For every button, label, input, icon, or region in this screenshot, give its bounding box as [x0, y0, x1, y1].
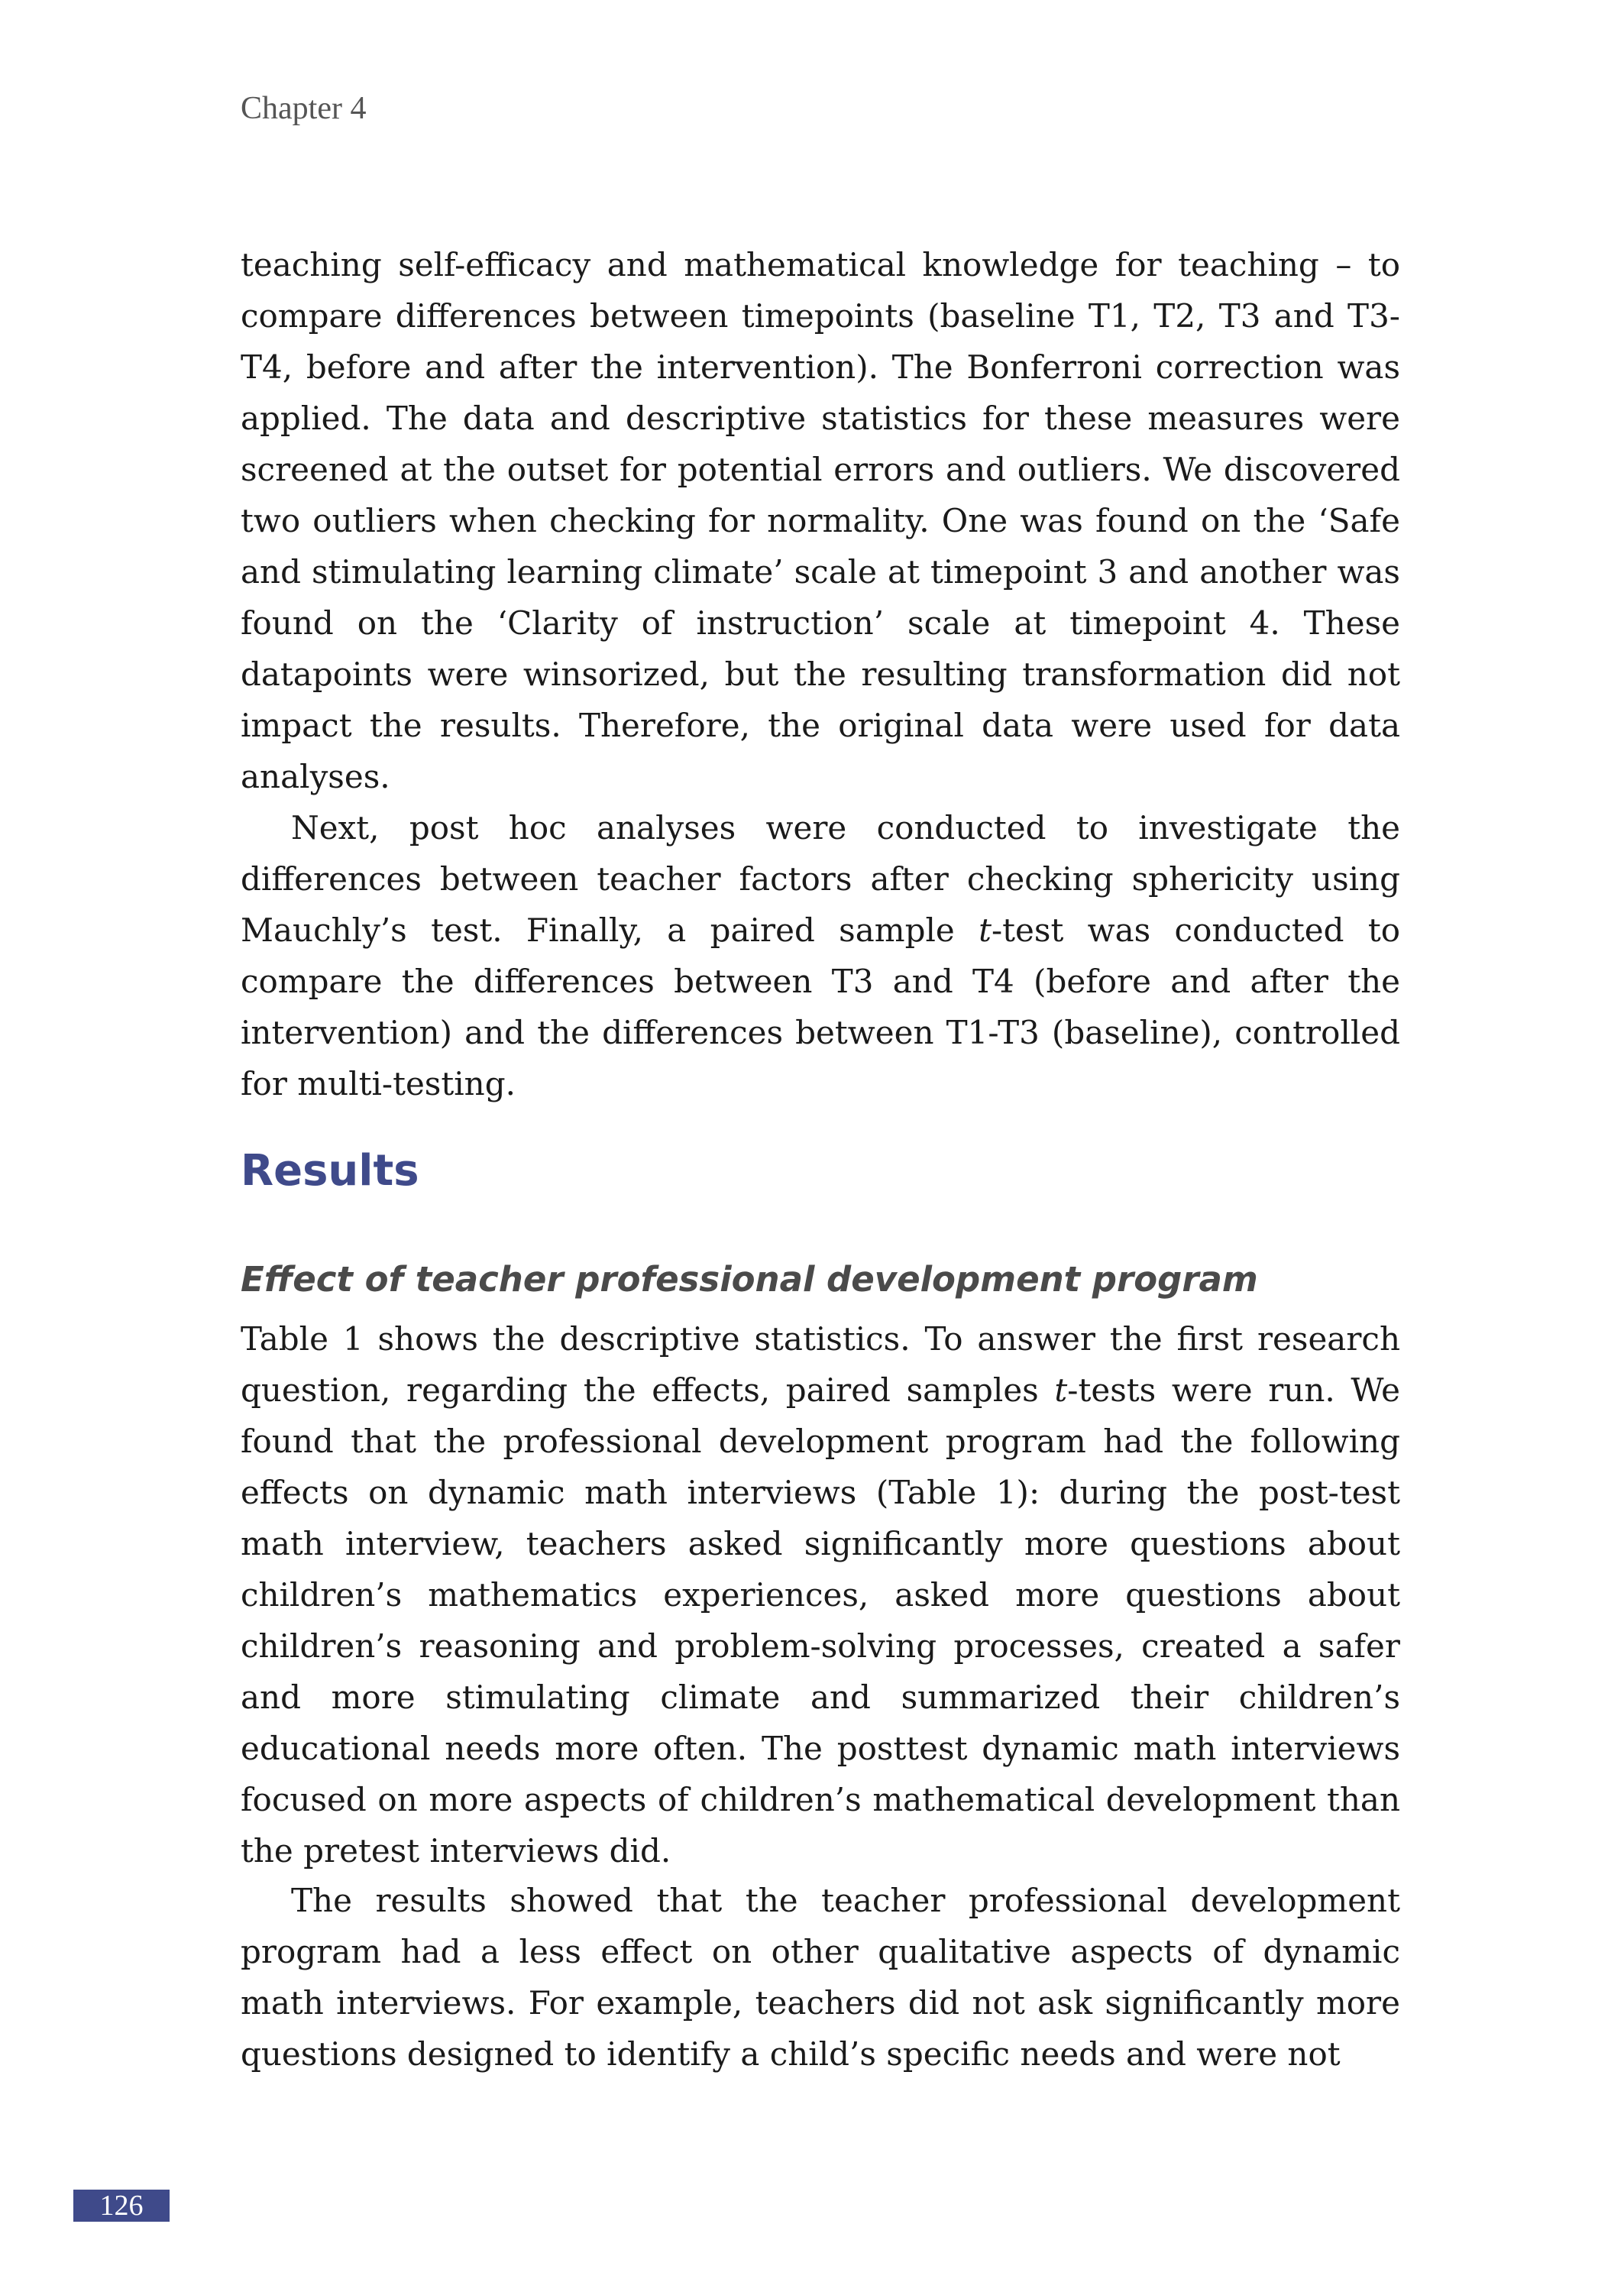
italic-t: t: [1054, 1371, 1068, 1409]
body-paragraph: [241, 239, 1400, 802]
body-paragraph: [241, 1313, 1400, 1876]
running-head: Chapter 4: [241, 91, 367, 126]
paragraph-text: teaching self-efficacy and mathematical knowledge for teaching – to compare differences between timepoints (baseline T1, T2, T3 and T3-T4, before and after the intervention). The Bonferroni correction was applied. The data and descriptive statistics for these measures were screened at the outset for potential errors and outliers. We discovered two outliers when checking for normality. One was found on the ‘Safe and stimulating learning climate’ scale at timepoint 3 and another was found on the ‘Clarity of instruction’ scale at timepoint 4. These datapoints were winsorized, but the resulting transformation did not impact the results. Therefore, the original data were used for data analyses.: [241, 246, 1400, 795]
paragraph-text: The results showed that the teacher professional development program had a less effect on other qualitative aspects of dynamic math interviews. For example, teachers did not ask significantly more questions designed to identify a child’s specific needs and were not: [241, 1882, 1400, 2073]
italic-t: t: [979, 911, 992, 949]
subsection-heading: Effect of teacher professional development program: [241, 1259, 1258, 1300]
paragraph-text: -test was conducted to compare the differences between T3 and T4 (before and after the intervention) and the differences between T1-T3 (baseline), controlled for multi-testing.: [241, 911, 1400, 1102]
body-paragraph: [241, 802, 1400, 1109]
section-heading: Results: [241, 1146, 419, 1196]
paragraph-text: -tests were run. We found that the professional development program had the following effects on dynamic math interviews (Table 1): during the post-test math interview, teachers asked significantly more questions about children’s mathematics experiences, asked more questions about children’s reasoning and problem-solving processes, created a safer and more stimulating climate and summarized their children’s educational needs more often. The posttest dynamic math interviews focused on more aspects of children’s mathematical development than the pretest interviews did.: [241, 1371, 1400, 1870]
page-number: 126: [73, 2190, 170, 2222]
paragraph-text: Next, post hoc analyses were conducted to investigate the differences between teacher factors after checking sphericity using Mauchly’s test. Finally, a paired sample: [241, 809, 1400, 949]
body-paragraph: [241, 1875, 1400, 2080]
paragraph-text: Table 1 shows the descriptive statistics. To answer the first research question, regarding the effects, paired samples: [241, 1320, 1400, 1409]
